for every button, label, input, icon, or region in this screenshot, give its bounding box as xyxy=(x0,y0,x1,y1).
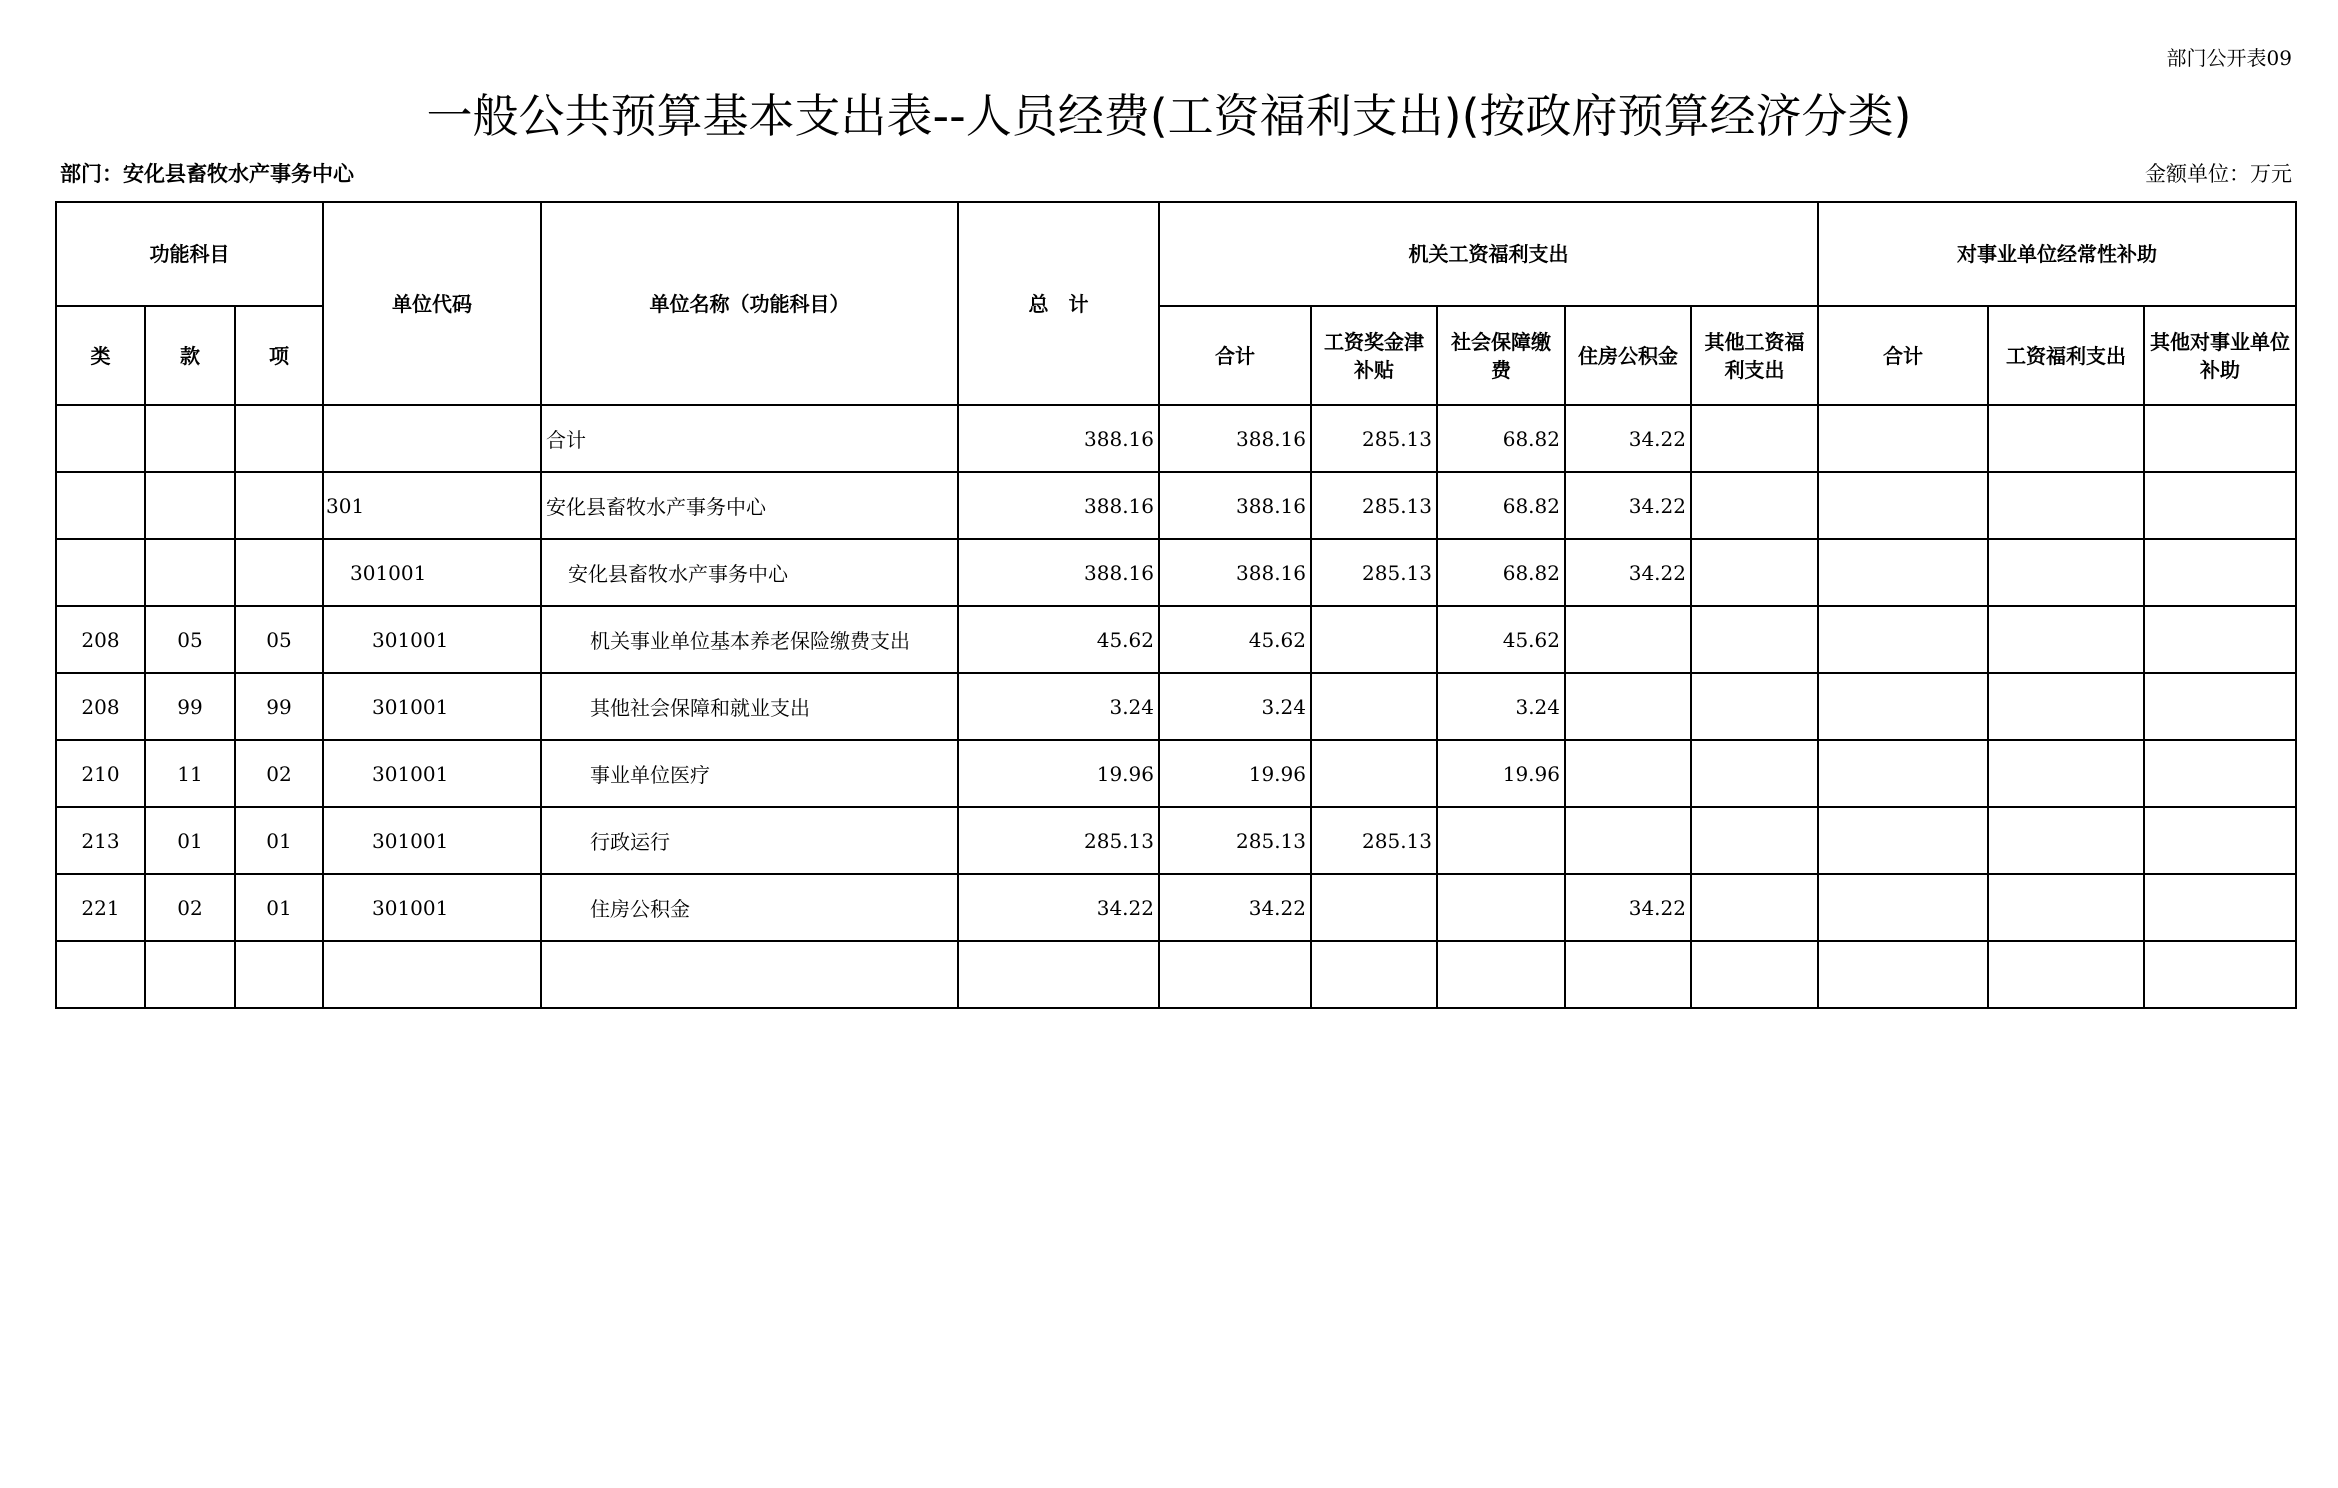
cell-kuan: 99 xyxy=(145,673,235,740)
cell-b-other xyxy=(2144,673,2296,740)
cell-b-other xyxy=(2144,874,2296,941)
cell-b-salary xyxy=(1988,405,2144,472)
cell-b-sum xyxy=(1818,740,1988,807)
cell-code: 301001 xyxy=(323,606,541,673)
cell-total xyxy=(958,941,1159,1008)
cell-lei: 221 xyxy=(56,874,145,941)
cell-b-sum xyxy=(1818,673,1988,740)
cell-b-salary xyxy=(1988,874,2144,941)
header-unit-name: 单位名称（功能科目） xyxy=(541,202,958,405)
table-row xyxy=(56,539,2296,606)
cell-b-salary xyxy=(1988,539,2144,606)
header-b-sum: 合计 xyxy=(1818,306,1988,405)
header-xiang: 项 xyxy=(235,306,323,405)
table-row xyxy=(56,807,2296,874)
cell-b-sum xyxy=(1818,606,1988,673)
cell-a-housing: 34.22 xyxy=(1565,874,1691,941)
cell-kuan: 11 xyxy=(145,740,235,807)
cell-a-other xyxy=(1691,472,1818,539)
cell-a-salary xyxy=(1311,941,1437,1008)
header-group-agency-salary: 机关工资福利支出 xyxy=(1159,202,1818,306)
table-row xyxy=(56,740,2296,807)
cell-b-other xyxy=(2144,606,2296,673)
cell-total: 285.13 xyxy=(958,807,1159,874)
cell-a-sum: 285.13 xyxy=(1159,807,1311,874)
cell-b-salary xyxy=(1988,673,2144,740)
header-func-subject: 功能科目 xyxy=(56,202,323,306)
cell-a-housing xyxy=(1565,941,1691,1008)
cell-b-salary xyxy=(1988,941,2144,1008)
cell-xiang xyxy=(235,941,323,1008)
cell-a-sum: 388.16 xyxy=(1159,472,1311,539)
cell-name: 合计 xyxy=(541,405,958,472)
cell-a-social xyxy=(1437,941,1565,1008)
cell-b-other xyxy=(2144,472,2296,539)
cell-a-salary xyxy=(1311,606,1437,673)
cell-a-other xyxy=(1691,740,1818,807)
header-lei: 类 xyxy=(56,306,145,405)
cell-b-other xyxy=(2144,539,2296,606)
cell-b-salary xyxy=(1988,606,2144,673)
cell-a-sum: 34.22 xyxy=(1159,874,1311,941)
cell-b-other xyxy=(2144,740,2296,807)
cell-lei: 208 xyxy=(56,673,145,740)
cell-a-social: 68.82 xyxy=(1437,472,1565,539)
cell-kuan xyxy=(145,941,235,1008)
cell-name: 机关事业单位基本养老保险缴费支出 xyxy=(541,606,958,673)
table-row xyxy=(56,405,2296,472)
header-a-social: 社会保障缴费 xyxy=(1437,306,1565,405)
expenditure-table xyxy=(55,201,2297,1009)
cell-xiang: 99 xyxy=(235,673,323,740)
department-line xyxy=(60,158,354,188)
cell-b-salary xyxy=(1988,807,2144,874)
cell-a-salary: 285.13 xyxy=(1311,472,1437,539)
cell-code: 301001 xyxy=(323,673,541,740)
cell-a-salary xyxy=(1311,874,1437,941)
cell-b-other xyxy=(2144,405,2296,472)
cell-kuan xyxy=(145,472,235,539)
header-unit-code: 单位代码 xyxy=(323,202,541,405)
cell-name: 安化县畜牧水产事务中心 xyxy=(541,539,958,606)
cell-xiang: 05 xyxy=(235,606,323,673)
cell-xiang xyxy=(235,405,323,472)
header-kuan: 款 xyxy=(145,306,235,405)
cell-a-sum: 45.62 xyxy=(1159,606,1311,673)
cell-xiang xyxy=(235,472,323,539)
cell-total: 19.96 xyxy=(958,740,1159,807)
cell-name: 其他社会保障和就业支出 xyxy=(541,673,958,740)
header-row-1 xyxy=(56,202,2296,306)
cell-kuan: 05 xyxy=(145,606,235,673)
table-row xyxy=(56,472,2296,539)
header-a-sum: 合计 xyxy=(1159,306,1311,405)
table-row xyxy=(56,606,2296,673)
cell-name: 住房公积金 xyxy=(541,874,958,941)
cell-b-sum xyxy=(1818,874,1988,941)
cell-b-sum xyxy=(1818,539,1988,606)
cell-lei: 208 xyxy=(56,606,145,673)
cell-xiang: 01 xyxy=(235,874,323,941)
form-number: 部门公开表09 xyxy=(2166,46,2292,70)
cell-xiang: 02 xyxy=(235,740,323,807)
cell-total: 45.62 xyxy=(958,606,1159,673)
department-name: 安化县畜牧水产事务中心 xyxy=(123,162,354,186)
cell-a-housing: 34.22 xyxy=(1565,405,1691,472)
cell-b-sum xyxy=(1818,472,1988,539)
cell-kuan xyxy=(145,539,235,606)
cell-kuan: 01 xyxy=(145,807,235,874)
cell-a-housing xyxy=(1565,606,1691,673)
cell-code xyxy=(323,941,541,1008)
cell-b-sum xyxy=(1818,405,1988,472)
cell-a-sum: 3.24 xyxy=(1159,673,1311,740)
cell-a-other xyxy=(1691,874,1818,941)
cell-a-other xyxy=(1691,539,1818,606)
department-label: 部门： xyxy=(60,162,123,186)
cell-a-social: 19.96 xyxy=(1437,740,1565,807)
cell-a-sum: 388.16 xyxy=(1159,405,1311,472)
table-row xyxy=(56,941,2296,1008)
cell-lei xyxy=(56,472,145,539)
cell-xiang: 01 xyxy=(235,807,323,874)
cell-total: 388.16 xyxy=(958,539,1159,606)
cell-a-salary xyxy=(1311,740,1437,807)
cell-b-salary xyxy=(1988,472,2144,539)
cell-lei xyxy=(56,539,145,606)
cell-a-housing: 34.22 xyxy=(1565,472,1691,539)
cell-a-sum: 19.96 xyxy=(1159,740,1311,807)
cell-lei xyxy=(56,941,145,1008)
cell-code: 301 xyxy=(323,472,541,539)
table-row xyxy=(56,874,2296,941)
page-title: 一般公共预算基本支出表--人员经费(工资福利支出)(按政府预算经济分类) xyxy=(426,89,1912,143)
amount-unit: 金额单位：万元 xyxy=(2145,162,2292,186)
cell-lei: 213 xyxy=(56,807,145,874)
cell-code: 301001 xyxy=(323,874,541,941)
cell-code: 301001 xyxy=(323,740,541,807)
cell-name: 安化县畜牧水产事务中心 xyxy=(541,472,958,539)
cell-a-social xyxy=(1437,874,1565,941)
cell-total: 34.22 xyxy=(958,874,1159,941)
cell-a-other xyxy=(1691,405,1818,472)
header-total: 总 计 xyxy=(958,202,1159,405)
cell-b-other xyxy=(2144,807,2296,874)
cell-b-other xyxy=(2144,941,2296,1008)
header-b-salary: 工资福利支出 xyxy=(1988,306,2144,405)
cell-a-social: 68.82 xyxy=(1437,405,1565,472)
cell-code xyxy=(323,405,541,472)
header-a-salary: 工资奖金津补贴 xyxy=(1311,306,1437,405)
cell-b-sum xyxy=(1818,941,1988,1008)
cell-a-sum xyxy=(1159,941,1311,1008)
cell-a-salary: 285.13 xyxy=(1311,539,1437,606)
cell-a-social: 3.24 xyxy=(1437,673,1565,740)
cell-a-social xyxy=(1437,807,1565,874)
cell-a-other xyxy=(1691,807,1818,874)
cell-a-housing xyxy=(1565,673,1691,740)
header-b-other: 其他对事业单位补助 xyxy=(2144,306,2296,405)
cell-a-salary: 285.13 xyxy=(1311,405,1437,472)
cell-total: 388.16 xyxy=(958,472,1159,539)
cell-total: 388.16 xyxy=(958,405,1159,472)
cell-a-housing xyxy=(1565,807,1691,874)
cell-code: 301001 xyxy=(323,539,541,606)
cell-a-salary: 285.13 xyxy=(1311,807,1437,874)
cell-b-sum xyxy=(1818,807,1988,874)
header-a-housing: 住房公积金 xyxy=(1565,306,1691,405)
cell-a-housing xyxy=(1565,740,1691,807)
header-a-other: 其他工资福利支出 xyxy=(1691,306,1818,405)
cell-a-other xyxy=(1691,941,1818,1008)
cell-a-housing: 34.22 xyxy=(1565,539,1691,606)
cell-a-social: 68.82 xyxy=(1437,539,1565,606)
cell-name: 行政运行 xyxy=(541,807,958,874)
cell-a-other xyxy=(1691,606,1818,673)
cell-b-salary xyxy=(1988,740,2144,807)
table-row xyxy=(56,673,2296,740)
cell-xiang xyxy=(235,539,323,606)
cell-code: 301001 xyxy=(323,807,541,874)
cell-a-salary xyxy=(1311,673,1437,740)
cell-name xyxy=(541,941,958,1008)
cell-a-social: 45.62 xyxy=(1437,606,1565,673)
cell-lei xyxy=(56,405,145,472)
cell-kuan: 02 xyxy=(145,874,235,941)
header-group-institution-subsidy: 对事业单位经常性补助 xyxy=(1818,202,2296,306)
cell-total: 3.24 xyxy=(958,673,1159,740)
cell-kuan xyxy=(145,405,235,472)
cell-a-sum: 388.16 xyxy=(1159,539,1311,606)
cell-lei: 210 xyxy=(56,740,145,807)
cell-a-other xyxy=(1691,673,1818,740)
cell-name: 事业单位医疗 xyxy=(541,740,958,807)
